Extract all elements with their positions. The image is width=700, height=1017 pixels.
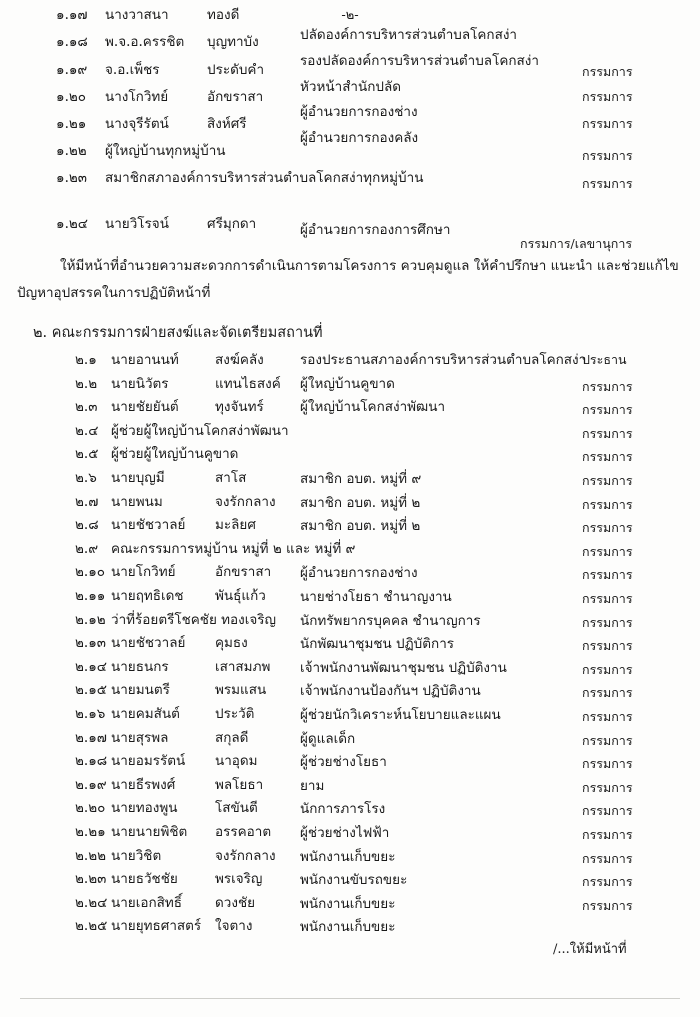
member-surname: อักขราสา xyxy=(215,564,272,580)
member-position: ผู้ช่วยช่างไฟฟ้า xyxy=(300,825,390,841)
member-number: ๒.๙ xyxy=(75,541,99,557)
member-row xyxy=(0,891,700,915)
member-role: กรรมการ xyxy=(582,803,633,818)
member-name: นายเอกสิทธิ์ xyxy=(111,895,182,911)
member-number: ๑.๒๒ xyxy=(56,143,87,159)
member-surname: จงรักกลาง xyxy=(215,848,276,864)
member-role: กรรมการ xyxy=(582,851,633,866)
member-row xyxy=(0,678,700,702)
member-number: ๒.๑๐ xyxy=(75,564,105,580)
member-role: กรรมการ xyxy=(582,756,633,771)
member-name: นางโกวิทย์ xyxy=(105,89,169,105)
member-surname: อรรคอาต xyxy=(215,824,272,840)
member-row xyxy=(0,513,700,537)
member-role: กรรมการ xyxy=(582,116,633,131)
member-role: กรรมการ xyxy=(582,662,633,677)
member-surname: แทนไธสงค์ xyxy=(215,376,281,392)
member-number: ๒.๑๒ xyxy=(75,612,106,628)
member-number: ๒.๑๙ xyxy=(75,777,107,793)
member-name: คณะกรรมการหมู่บ้าน หมู่ที่ ๒ และ หมู่ที่ ๙ xyxy=(111,541,356,557)
member-row xyxy=(0,112,700,146)
member-position: นักพัฒนาชุมชน ปฏิบัติการ xyxy=(300,636,455,652)
member-row xyxy=(0,466,700,490)
member-role: กรรมการ xyxy=(582,874,633,889)
member-role: กรรมการ xyxy=(582,148,633,163)
member-row xyxy=(0,914,700,938)
member-name: นายโกวิทย์ xyxy=(111,564,176,580)
member-surname: อักขราสา xyxy=(207,89,264,105)
duty-paragraph-line2: ปัญหาอุปสรรคในการปฏิบัติหน้าที่ xyxy=(17,285,211,301)
member-position: ผู้ช่วยช่างโยธา xyxy=(300,754,387,770)
member-position: เจ้าพนักงานป้องกันฯ ปฏิบัติงาน xyxy=(300,683,481,699)
member-name: ผู้ใหญ่บ้านทุกหมู่บ้าน xyxy=(105,143,226,159)
member-position: สมาชิก อบต. หมู่ที่ ๒ xyxy=(300,518,421,534)
member-name: นายชัชวาลย์ xyxy=(111,517,186,533)
member-role: กรรมการ xyxy=(582,709,633,724)
member-row xyxy=(0,820,700,844)
member-surname: ประวัติ xyxy=(215,706,255,722)
member-surname: พรมแสน xyxy=(215,682,267,698)
scan-edge-line xyxy=(20,998,680,999)
member-row xyxy=(0,773,700,797)
member-row xyxy=(0,85,700,120)
member-surname: คุมธง xyxy=(215,635,248,651)
member-number: ๒.๘ xyxy=(75,517,99,533)
member-role: กรรมการ xyxy=(582,402,633,417)
member-number: ๑.๑๙ xyxy=(56,62,88,78)
member-surname: พันธุ์แก้ว xyxy=(215,588,266,604)
member-number: ๒.๒๐ xyxy=(75,800,106,816)
member-surname: บุญทาบัง xyxy=(207,34,259,50)
member-row xyxy=(0,631,700,655)
member-name: นายทองพูน xyxy=(111,800,178,816)
member-name: จ.อ.เพ็ชร xyxy=(105,62,160,78)
member-number: ๒.๒๔ xyxy=(75,895,108,911)
member-number: ๒.๖ xyxy=(75,470,97,486)
member-position: หัวหน้าสำนักปลัด xyxy=(300,79,402,95)
member-row xyxy=(0,749,700,773)
member-name: ว่าที่ร้อยตรีโชคชัย ทองเจริญ xyxy=(111,612,277,628)
member-position: พนักงานขับรถขยะ xyxy=(300,872,408,888)
member-name: นางจุรีรัตน์ xyxy=(105,116,169,132)
member-name: นายชัชวาลย์ xyxy=(111,635,186,651)
member-number: ๒.๕ xyxy=(75,446,99,462)
member-surname: พลโยธา xyxy=(215,777,264,793)
member-surname: นาอุดม xyxy=(215,753,258,769)
member-role: กรรมการ xyxy=(582,685,633,700)
member-position: พนักงานเก็บขยะ xyxy=(300,919,396,935)
member-number: ๑.๑๘ xyxy=(56,34,88,50)
member-position: ผู้อำนวยการกองช่าง xyxy=(300,565,418,581)
member-name: นายวิชิต xyxy=(111,848,162,864)
member-row xyxy=(0,442,700,466)
member-number: ๒.๑ xyxy=(75,352,97,368)
member-role: กรรมการ xyxy=(582,520,633,535)
member-role: กรรมการ xyxy=(582,733,633,748)
member-number: ๒.๒ xyxy=(75,376,98,392)
member-number: ๒.๓ xyxy=(75,399,98,415)
member-row xyxy=(0,212,700,251)
member-name: นายพนม xyxy=(111,494,163,510)
member-name: นายธนกร xyxy=(111,659,169,675)
member-name: นายมนตรี xyxy=(111,682,170,698)
member-role: กรรมการ xyxy=(582,89,633,104)
member-surname: ใจตาง xyxy=(215,918,253,934)
member-name: นายนิวัตร xyxy=(111,376,169,392)
member-position: พนักงานเก็บขยะ xyxy=(300,849,396,865)
member-surname: สิงห์ศรี xyxy=(207,116,247,132)
member-name: นายชัยยันต์ xyxy=(111,399,179,415)
member-row xyxy=(0,348,700,372)
member-number: ๒.๑๖ xyxy=(75,706,106,722)
member-position: สมาชิก อบต. หมู่ที่ ๙ xyxy=(300,471,422,487)
member-surname: สงฆ์คลัง xyxy=(215,352,264,368)
member-row xyxy=(0,796,700,820)
member-name: สมาชิกสภาองค์การบริหารส่วนตำบลโคกสง่าทุกหมู่บ้าน xyxy=(105,170,424,186)
member-name: นายวิโรจน์ xyxy=(105,216,169,232)
member-name: นายอานนท์ xyxy=(111,352,179,368)
member-position: นายช่างโยธา ชำนาญงาน xyxy=(300,589,452,605)
member-position: เจ้าพนักงานพัฒนาชุมชน ปฏิบัติงาน xyxy=(300,660,507,676)
member-role: กรรมการ xyxy=(582,615,633,630)
member-row xyxy=(0,608,700,632)
member-role: กรรมการ xyxy=(582,780,633,795)
member-row xyxy=(0,139,700,163)
member-row xyxy=(0,372,700,396)
member-row xyxy=(0,867,700,891)
section-heading: ๒. คณะกรรมการฝ่ายสงฆ์และจัดเตรียมสถานที่ xyxy=(33,325,323,341)
member-number: ๑.๒๔ xyxy=(56,216,88,232)
member-name: นายธีรพงศ์ xyxy=(111,777,176,793)
member-role: กรรมการ xyxy=(582,176,633,191)
member-number: ๑.๑๗ xyxy=(56,7,88,23)
member-position: ผู้อำนวยการกองคลัง xyxy=(300,130,419,146)
member-number: ๒.๒๑ xyxy=(75,824,106,840)
member-number: ๒.๑๓ xyxy=(75,635,106,651)
member-surname: ประดับคำ xyxy=(207,62,265,78)
member-name: นายบุญมี xyxy=(111,470,165,486)
member-row xyxy=(0,726,700,750)
member-position: ผู้ดูแลเด็ก xyxy=(300,731,356,747)
member-name: นายฤทธิเดช xyxy=(111,588,184,604)
member-number: ๒.๔ xyxy=(75,423,99,439)
member-name: ผู้ช่วยผู้ใหญ่บ้านคูขาด xyxy=(111,446,239,462)
member-role: กรรมการ xyxy=(582,898,633,913)
member-name: นายอมรรัตน์ xyxy=(111,753,186,769)
member-number: ๒.๑๕ xyxy=(75,682,107,698)
member-number: ๑.๒๓ xyxy=(56,170,87,186)
member-position: ผู้ใหญ่บ้านโคกสง่าพัฒนา xyxy=(300,399,446,415)
member-number: ๒.๑๘ xyxy=(75,753,108,769)
member-surname: มะลิยศ xyxy=(215,517,256,533)
member-role: ประธาน xyxy=(582,352,627,367)
member-surname: สกุลดี xyxy=(215,730,249,746)
member-name: นายคมสันต์ xyxy=(111,706,180,722)
member-name: นายสุรพล xyxy=(111,730,169,746)
member-role: กรรมการ xyxy=(582,497,633,512)
duty-paragraph-line1: ให้มีหน้าที่อำนวยความสะดวกการดำเนินการตามโครงการ ควบคุมดูแล ให้คำปรึกษา แนะนำ และช่วยแก้ไข xyxy=(60,258,679,274)
member-number: ๒.๒๕ xyxy=(75,918,108,934)
member-row xyxy=(0,166,700,190)
member-role: กรรมการ xyxy=(582,544,633,559)
member-surname: ศรีมุกดา xyxy=(207,216,257,232)
member-role: กรรมการ/เลขานุการ xyxy=(520,236,633,251)
member-row xyxy=(0,58,700,95)
member-row xyxy=(0,395,700,419)
member-surname: โสขันตี xyxy=(215,800,258,816)
member-name: นางวาสนา xyxy=(105,7,169,23)
member-row xyxy=(0,702,700,726)
member-position: รองประธานสภาองค์การบริหารส่วนตำบลโคกสง่า xyxy=(300,352,587,368)
member-position: ผู้ใหญ่บ้านคูขาด xyxy=(300,376,395,392)
member-position: รองปลัดองค์การบริหารส่วนตำบลโคกสง่า xyxy=(300,53,539,69)
member-name: นายธวัชชัย xyxy=(111,871,178,887)
member-surname: จงรักกลาง xyxy=(215,494,276,510)
page-number: -๒- xyxy=(341,8,359,23)
member-role: กรรมการ xyxy=(582,64,633,79)
member-name: พ.จ.อ.ครรชิต xyxy=(105,34,185,50)
member-surname: ดวงชัย xyxy=(215,895,256,911)
member-position: ผู้อำนวยการกองการศึกษา xyxy=(300,222,451,238)
member-number: ๒.๑๗ xyxy=(75,730,107,746)
member-surname: ทองดี xyxy=(207,7,240,23)
member-number: ๑.๒๐ xyxy=(56,89,86,105)
member-row xyxy=(0,30,700,69)
member-position: ผู้ช่วยนักวิเคราะห์นโยบายและแผน xyxy=(300,707,501,723)
member-name: นายยุทธศาสตร์ xyxy=(111,918,202,934)
member-role: กรรมการ xyxy=(582,473,633,488)
member-role: กรรมการ xyxy=(582,567,633,582)
member-surname: สาโส xyxy=(215,470,247,486)
member-surname: เสาสมภพ xyxy=(215,659,271,675)
member-role: กรรมการ xyxy=(582,591,633,606)
member-position: ผู้อำนวยการกองช่าง xyxy=(300,104,418,120)
member-number: ๒.๒๒ xyxy=(75,848,106,864)
member-name: นายนายพิชิต xyxy=(111,824,188,840)
member-row xyxy=(0,490,700,514)
member-surname: พรเจริญ xyxy=(215,871,263,887)
member-row xyxy=(0,537,700,561)
member-role: กรรมการ xyxy=(582,638,633,653)
member-position: นักทรัพยากรบุคคล ชำนาญการ xyxy=(300,613,481,629)
member-position: สมาชิก อบต. หมู่ที่ ๒ xyxy=(300,495,421,511)
member-number: ๑.๒๑ xyxy=(56,116,87,132)
member-row xyxy=(0,844,700,868)
member-role: กรรมการ xyxy=(582,449,633,464)
member-row xyxy=(0,560,700,584)
member-number: ๒.๗ xyxy=(75,494,99,510)
member-role: กรรมการ xyxy=(582,426,633,441)
member-position: พนักงานเก็บขยะ xyxy=(300,896,396,912)
member-row xyxy=(0,655,700,679)
member-row xyxy=(0,584,700,608)
member-role: กรรมการ xyxy=(582,379,633,394)
member-role: กรรมการ xyxy=(582,827,633,842)
member-number: ๒.๑๑ xyxy=(75,588,106,604)
member-row xyxy=(0,419,700,443)
member-position: ยาม xyxy=(300,778,325,794)
member-name: ผู้ช่วยผู้ใหญ่บ้านโคกสง่าพัฒนา xyxy=(111,423,289,439)
member-surname: ทุงจันทร์ xyxy=(215,399,264,415)
member-position: ปลัดองค์การบริหารส่วนตำบลโคกสง่า xyxy=(300,27,518,43)
member-number: ๒.๒๓ xyxy=(75,871,107,887)
continuation-note: /...ให้มีหน้าที่ xyxy=(553,942,627,957)
member-number: ๒.๑๔ xyxy=(75,659,107,675)
member-position: นักการภารโรง xyxy=(300,801,386,817)
